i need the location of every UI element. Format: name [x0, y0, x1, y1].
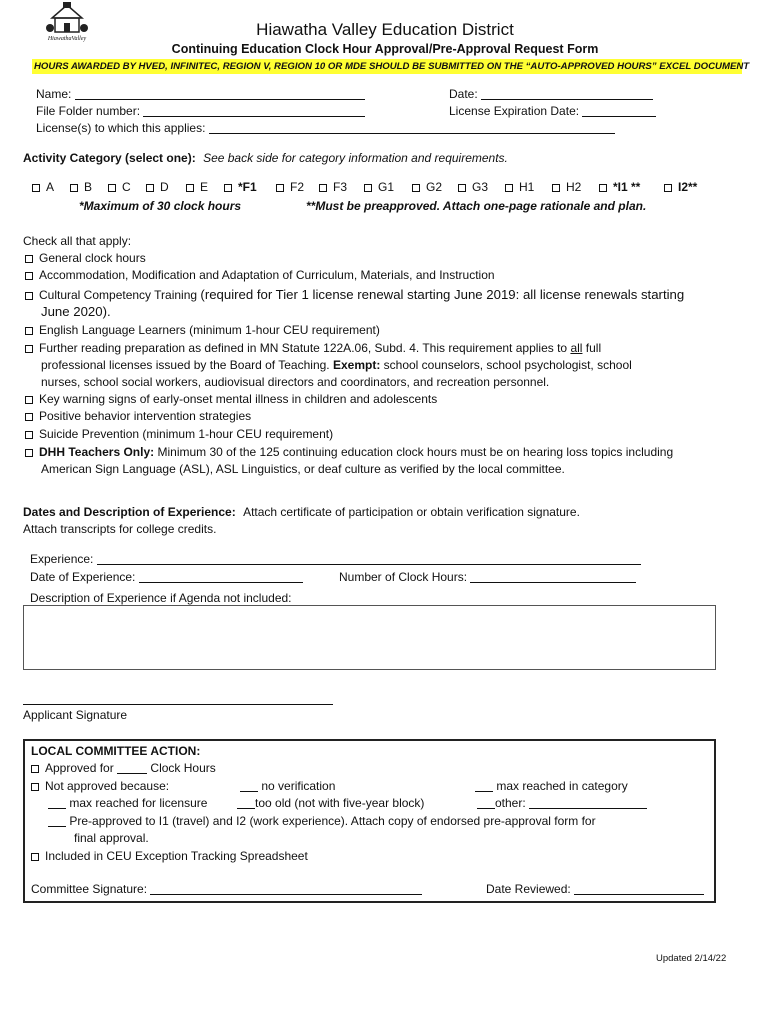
activity-options: [32, 179, 752, 197]
committee-signature-field[interactable]: Committee Signature:: [31, 881, 422, 898]
committee-signature-line: [150, 882, 422, 895]
experience-line: [97, 552, 641, 565]
checkbox[interactable]: [25, 431, 33, 439]
option-f3[interactable]: F3: [319, 179, 347, 196]
max-hours-note: *Maximum of 30 clock hours: [79, 199, 242, 213]
transcripts-note: Attach transcripts for college credits.: [23, 522, 217, 536]
check-item-dhh[interactable]: DHH Teachers Only: Minimum 30 of the 125 continuing education clock hours must be on hearing loss topics including: [25, 444, 673, 461]
file-folder-field[interactable]: [36, 103, 365, 120]
experience-heading: Dates and Description of Experience:: [23, 505, 236, 519]
license-expiration-label: License Expiration Date:: [449, 104, 580, 118]
no-verification-option[interactable]: no verification: [240, 778, 335, 795]
checkbox[interactable]: [32, 184, 40, 192]
reading-line-2: professional licenses issued by the Board of Teaching. Exempt: school counselors, school psychologist, school: [41, 358, 632, 372]
description-label: Description of Experience if Agenda not included:: [30, 591, 292, 605]
checkbox[interactable]: [364, 184, 372, 192]
district-name: Hiawatha Valley Education District: [256, 20, 514, 39]
cultural-line-2: June 2020).: [41, 304, 111, 319]
license-applies-field[interactable]: [36, 120, 615, 137]
option-a[interactable]: A: [32, 179, 54, 196]
check-item-pbis[interactable]: Positive behavior intervention strategies: [25, 408, 251, 425]
checkbox[interactable]: [31, 783, 39, 791]
other-line: [529, 796, 647, 809]
check-item-general[interactable]: General clock hours: [25, 250, 146, 267]
preapprove-note: **Must be preapproved. Attach one-page rationale and plan.: [306, 199, 647, 213]
checkbox[interactable]: [31, 765, 39, 773]
option-c[interactable]: C: [108, 179, 131, 196]
other-option[interactable]: other:: [477, 795, 647, 812]
not-approved-row[interactable]: Not approved because:: [31, 778, 169, 795]
option-i2[interactable]: I2**: [664, 179, 697, 196]
license-applies-label: License(s) to which this applies:: [36, 121, 206, 135]
option-g2[interactable]: G2: [412, 179, 442, 196]
preapproved-line-2: final approval.: [74, 831, 149, 845]
option-b[interactable]: B: [70, 179, 92, 196]
dhh-line-2: American Sign Language (ASL), ASL Linguistics, or deaf culture as verified by the local committee.: [41, 462, 565, 476]
date-of-experience-line: [139, 570, 303, 583]
option-g3[interactable]: G3: [458, 179, 488, 196]
checkbox[interactable]: [25, 327, 33, 335]
applicant-signature-line[interactable]: [23, 704, 333, 705]
license-expiration-field[interactable]: [449, 103, 656, 120]
applicant-signature-label: Applicant Signature: [23, 708, 128, 722]
check-item-cultural[interactable]: Cultural Competency Training (required for Tier 1 license renewal starting June 2019: all license renewals starting: [25, 286, 684, 304]
check-item-suicide[interactable]: Suicide Prevention (minimum 1-hour CEU requirement): [25, 426, 333, 443]
option-e[interactable]: E: [186, 179, 208, 196]
check-heading: Check all that apply:: [23, 234, 132, 248]
experience-field[interactable]: Experience:: [30, 551, 641, 568]
checkbox[interactable]: [224, 184, 232, 192]
checkbox[interactable]: [412, 184, 420, 192]
checkbox[interactable]: [505, 184, 513, 192]
file-folder-line: [143, 104, 365, 117]
max-category-option[interactable]: max reached in category: [475, 778, 628, 795]
checkbox[interactable]: [458, 184, 466, 192]
checkbox[interactable]: [25, 292, 33, 300]
checkbox[interactable]: [186, 184, 194, 192]
checkbox[interactable]: [664, 184, 672, 192]
date-line: [481, 87, 653, 100]
approved-hours-line: [117, 761, 147, 774]
checkbox[interactable]: [25, 449, 33, 457]
option-f1[interactable]: *F1: [224, 179, 257, 196]
option-h1[interactable]: H1: [505, 179, 534, 196]
experience-heading-note: Attach certificate of participation or obtain verification signature.: [243, 505, 580, 519]
name-label: Name:: [36, 87, 72, 101]
checkbox[interactable]: [319, 184, 327, 192]
check-item-mental-illness[interactable]: Key warning signs of early-onset mental illness in children and adolescents: [25, 391, 437, 408]
description-textbox[interactable]: [23, 605, 716, 670]
auto-approved-notice: HOURS AWARDED BY HVED, INFINITEC, REGION V, REGION 10 OR MDE SHOULD BE SUBMITTED ON THE “AUTO-APPROVED HOURS” EXCEL DOCUMENT: [34, 61, 750, 72]
activity-heading: Activity Category (select one):: [23, 151, 196, 165]
checkbox[interactable]: [276, 184, 284, 192]
date-field[interactable]: [449, 86, 653, 103]
checkbox[interactable]: [70, 184, 78, 192]
date-reviewed-line: [574, 882, 704, 895]
check-item-ell[interactable]: English Language Learners (minimum 1-hour CEU requirement): [25, 322, 380, 339]
clock-hours-field[interactable]: Number of Clock Hours:: [339, 569, 636, 586]
clock-hours-line: [470, 570, 636, 583]
checkbox[interactable]: [25, 272, 33, 280]
experience-heading-row: [23, 504, 580, 521]
approved-for-row[interactable]: Approved for Clock Hours: [31, 760, 216, 777]
check-item-reading[interactable]: Further reading preparation as defined in MN Statute 122A.06, Subd. 4. This requirement applies to all full: [25, 340, 601, 357]
date-of-experience-field[interactable]: Date of Experience:: [30, 569, 303, 586]
checkbox[interactable]: [552, 184, 560, 192]
check-item-accommodation[interactable]: Accommodation, Modification and Adaptation of Curriculum, Materials, and Instruction: [25, 267, 495, 284]
checkbox[interactable]: [25, 255, 33, 263]
checkbox[interactable]: [108, 184, 116, 192]
activity-note: See back side for category information and requirements.: [203, 151, 508, 165]
checkbox[interactable]: [25, 345, 33, 353]
checkbox[interactable]: [146, 184, 154, 192]
name-field[interactable]: [36, 86, 365, 103]
too-old-option[interactable]: too old (not with five-year block): [237, 795, 424, 812]
activity-category: [23, 150, 508, 167]
file-folder-label: File Folder number:: [36, 104, 141, 118]
included-spreadsheet-row[interactable]: Included in CEU Exception Tracking Spreadsheet: [31, 848, 308, 865]
checkbox[interactable]: [599, 184, 607, 192]
checkbox[interactable]: [25, 413, 33, 421]
license-expiration-line: [582, 104, 656, 117]
name-line: [75, 87, 365, 100]
checkbox[interactable]: [31, 853, 39, 861]
logo-text: HiawathaValley: [47, 36, 87, 42]
updated-date: Updated 2/14/22: [656, 953, 727, 964]
option-i1[interactable]: *I1 **: [599, 179, 640, 196]
option-h2[interactable]: H2: [552, 179, 581, 196]
date-label: Date:: [449, 87, 478, 101]
preapproved-option[interactable]: Pre-approved to I1 (travel) and I2 (work experience). Attach copy of endorsed pre-approval form for: [48, 813, 596, 830]
option-f2[interactable]: F2: [276, 179, 304, 196]
reading-line-3: nurses, school social workers, audiovisual directors and coordinators, and recreation personnel.: [41, 375, 550, 389]
option-g1[interactable]: G1: [364, 179, 394, 196]
committee-heading: LOCAL COMMITTEE ACTION:: [31, 744, 201, 758]
checkbox[interactable]: [25, 396, 33, 404]
max-licensure-option[interactable]: max reached for licensure: [48, 795, 207, 812]
license-applies-line: [209, 121, 615, 134]
option-d[interactable]: D: [146, 179, 169, 196]
date-reviewed-field[interactable]: Date Reviewed:: [486, 881, 704, 898]
form-title: Continuing Education Clock Hour Approval/Pre-Approval Request Form: [171, 42, 599, 56]
